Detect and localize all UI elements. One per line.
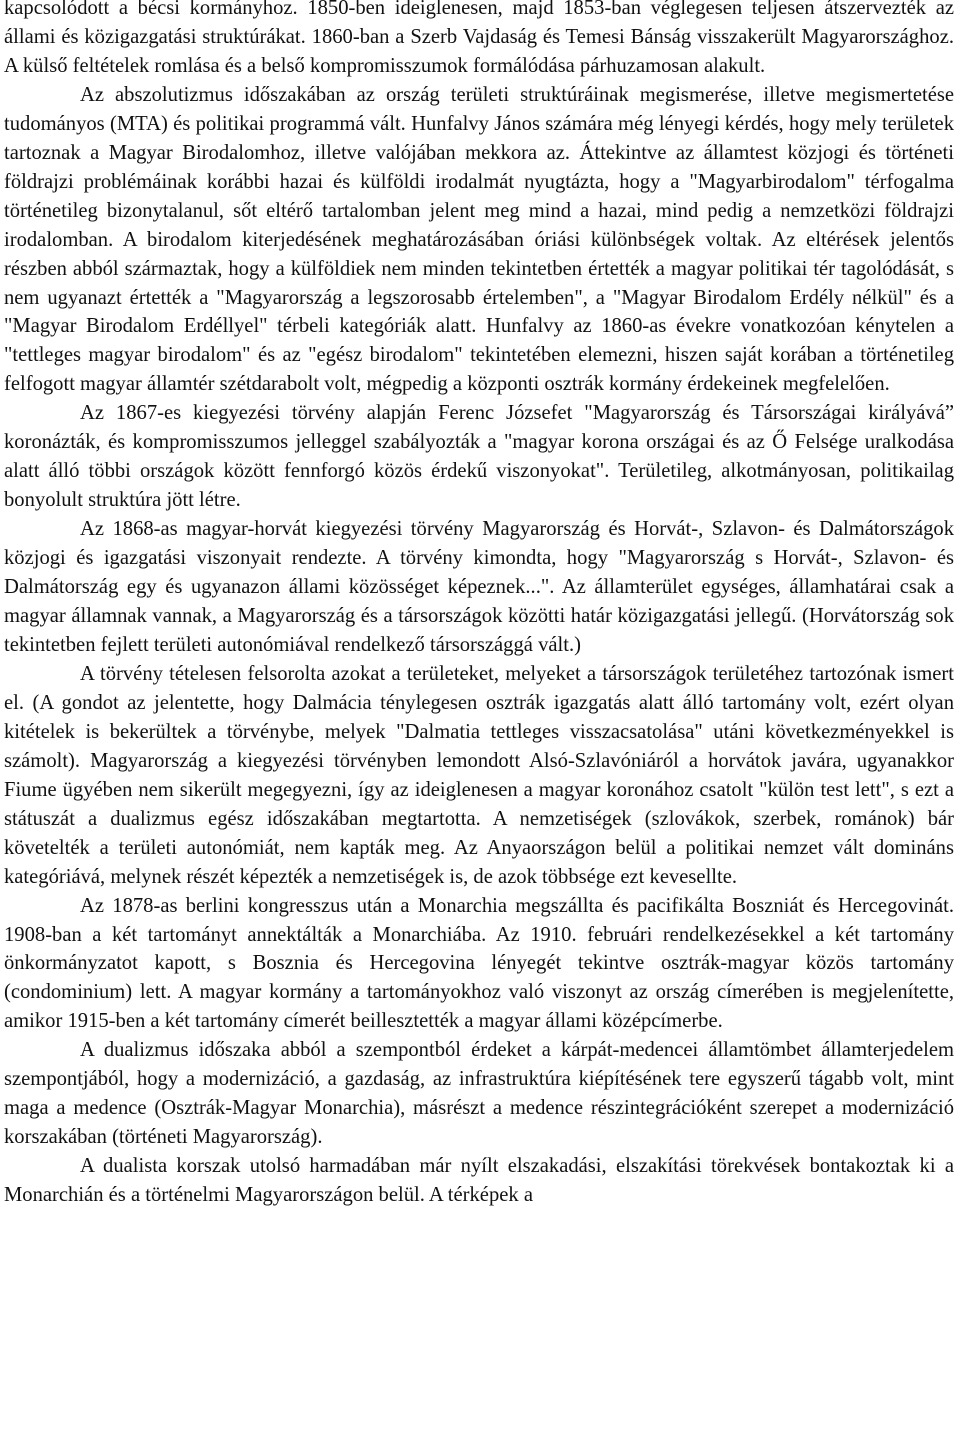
paragraph-6: Az 1878-as berlini kongresszus után a Monarchia megszállta és pacifikálta Boszniát és Hercegovinát. 1908-ban a két tartományt annektálták a Monarchiába. Az 1910. februári rendelkezésekkel a két tartomány önkormányzatot kapott, s Bosznia és Hercegovina lényegét tekintve osztrák-magyar közös tartomány (condominium) lett. A magyar kormány a tartományokhoz való viszonyt az ország címerében is megjelenítette, amikor 1915-ben a két tartomány címerét beillesztették a magyar állami középcímerbe. — [4, 894, 954, 1033]
paragraph-2: Az abszolutizmus időszakában az ország területi struktúráinak megismerése, illetve megismertetése tudományos (MTA) és politikai programmá vált. Hunfalvy János számára még lényegi kérdés, hogy mely területek tartoznak a Magyar Birodalomhoz, illetve valójában mekkora az. Áttekintve az államtest közjogi és történeti földrajzi problémáinak korábbi hazai és külföldi irodalmát nyugtázta, hogy a "Magyarbirodalom" térfogalma történetileg bizonytalanul, sőt eltérő tartalomban jelent meg mind a hazai, mind pedig a nemzetközi földrajzi irodalomban. A birodalom kiterjedésének meghatározásában óriási különbségek voltak. Az eltérések jelentős részben abból származtak, hogy a külföldiek nem minden tekintetben értették a magyar politikai tér tagolódását, s nem ugyanazt értették a "Magyarország a legszorosabb értelemben", a "Magyar Birodalom Erdély nélkül" és a "Magyar Birodalom Erdéllyel" térbeli kategóriák alatt. Hunfalvy az 1860-as évekre vonatkozóan kénytelen a "tettleges magyar birodalom" és az "egész birodalom" tekintetében elemezni, hiszen saját korában a történetileg felfogott magyar államtér szétdarabolt volt, mégpedig a központi osztrák kormány érdekeinek megfelelően. — [4, 83, 954, 396]
paragraph-3: Az 1867-es kiegyezési törvény alapján Ferenc Józsefet "Magyarország és Társországai királyává” koronázták, és kompromisszumos jelleggel szabályozták a "magyar korona országai és az Ő Felsége uralkodása alatt álló többi országok között fennforgó közös érdekű viszonyokat". Területileg, alkotmányosan, politikailag bonyolult struktúra jött létre. — [4, 402, 954, 512]
paragraph-1: kapcsolódott a bécsi kormányhoz. 1850-ben ideiglenesen, majd 1853-ban véglegesen teljesen átszervezték az állami és közigazgatási struktúrákat. 1860-ban a Szerb Vajdaság és Temesi Bánság visszakerült Magyarországhoz. A külső feltételek romlása és a belső kompromisszumok formálódása párhuzamosan alakult. — [4, 0, 954, 77]
paragraph-8: A dualista korszak utolsó harmadában már nyílt elszakadási, elszakítási törekvések bontakoztak ki a Monarchián és a történelmi Magyarországon belül. A térképek a — [4, 1155, 954, 1207]
paragraph-4: Az 1868-as magyar-horvát kiegyezési törvény Magyarország és Horvát-, Szlavon- és Dalmátországok közjogi és igazgatási viszonyait rendezte. A törvény kimondta, hogy "Magyarország s Horvát-, Szlavon- és Dalmátország egy és ugyanazon állami közösséget képeznek...". Az államterület egységes, államhatárai csak a magyar államnak vannak, a Magyarország és a társországok közötti határ közigazgatási jellegű. (Horvátország sok tekintetben fejlett területi autonómiával rendelkező társországgá vált.) — [4, 518, 954, 656]
paragraph-7: A dualizmus időszaka abból a szempontból érdeket a kárpát-medencei államtömbet államterjedelem szempontjából, hogy a modernizáció, a gazdaság, az infrastruktúra kiépítésének tere egyszerű tágabb volt, mint maga a medence (Osztrák-Magyar Monarchia), másrészt a medence részintegrációként szerepet a modernizáció korszakában (történeti Magyarország). — [4, 1039, 954, 1149]
paragraph-5: A törvény tételesen felsorolta azokat a területeket, melyeket a társországok területéhez tartozónak ismert el. (A gondot az jelentette, hogy Dalmácia ténylegesen osztrák igazgatás alatt álló tartomány volt, ezért olyan kitételek is bekerültek a törvénybe, melyek "Dalmatia tettleges visszacsatolása" utáni következményekkel is számolt). Magyarország a kiegyezési törvényben lemondott Alsó-Szlavóniáról a horvátok javára, ugyanakkor Fiume ügyében nem sikerült megegyezni, így az ideiglenesen a magyar koronához csatolt "külön test lett", s ezt a státuszát a dualizmus egész időszakában megtartotta. A nemzetiségek (szlovákok, szerbek, románok) bár követelték a területi autonómiát, nem kapták meg. Az Anyaországon belül a politikai nemzet vált domináns kategóriává, melynek részét képezték a nemzetiségek is, de azok többsége ezt kevesellte. — [4, 662, 954, 888]
